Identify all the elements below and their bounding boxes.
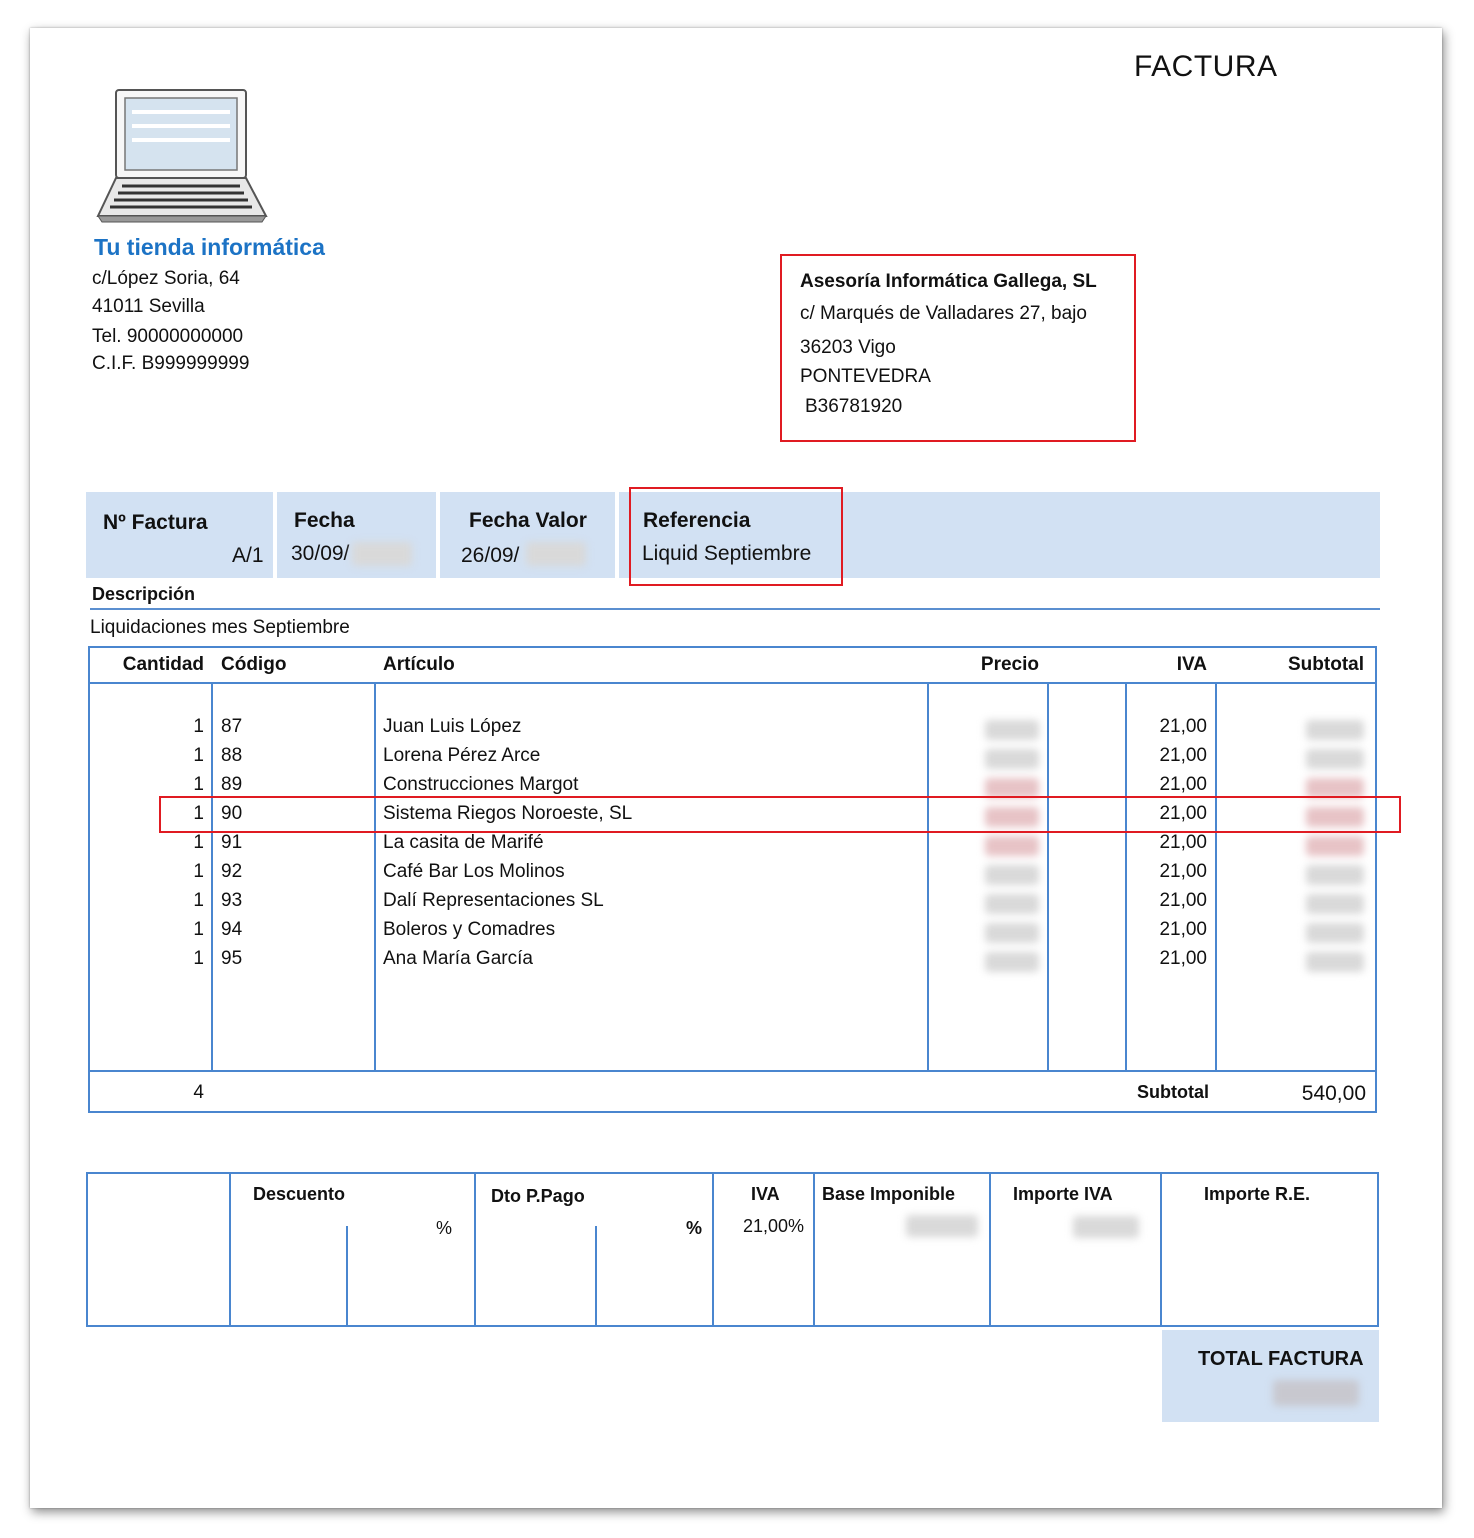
row-code: 95: [221, 948, 243, 969]
row-price-redacted: [985, 720, 1039, 740]
totals-subdivider: [595, 1226, 597, 1327]
client-address: c/ Marqués de Valladares 27, bajo: [800, 303, 1087, 324]
value-date: 26/09/: [461, 544, 520, 567]
discount-percent: %: [436, 1218, 453, 1238]
row-qty: 1: [193, 774, 204, 795]
row-code: 89: [221, 774, 243, 795]
shop-city: 41011 Sevilla: [92, 296, 205, 317]
totals-divider: [813, 1172, 815, 1327]
column-header-code: Código: [221, 654, 287, 675]
row-price-redacted: [985, 778, 1039, 798]
reference-highlight-box: [629, 487, 843, 586]
table-subtotal-label: Subtotal: [1137, 1082, 1209, 1102]
column-divider: [211, 682, 213, 1072]
row-qty: 1: [193, 832, 204, 853]
row-price-redacted: [985, 749, 1039, 769]
table-subtotal-value: 540,00: [1301, 1082, 1366, 1105]
band-divider: [273, 492, 277, 578]
row-subtotal-redacted: [1306, 923, 1364, 943]
shop-name: Tu tienda informática: [94, 234, 325, 260]
invoice-page: [30, 28, 1442, 1508]
row-code: 88: [221, 745, 243, 766]
row-price-redacted: [985, 923, 1039, 943]
iva-amount-redacted: [1073, 1216, 1139, 1238]
client-name: Asesoría Informática Gallega, SL: [800, 271, 1097, 292]
row-article: Juan Luis López: [383, 716, 522, 737]
value-date-label: Fecha Valor: [469, 509, 587, 532]
prompt-payment-percent: %: [686, 1218, 703, 1238]
discount-label: Descuento: [253, 1184, 346, 1204]
row-qty: 1: [193, 861, 204, 882]
iva-rate: 21,00%: [743, 1216, 805, 1236]
totals-subdivider: [346, 1226, 348, 1327]
date-label: Fecha: [294, 509, 355, 532]
laptop-logo-icon: [92, 86, 272, 226]
column-divider: [1125, 682, 1127, 1072]
row-code: 92: [221, 861, 243, 882]
row-article: Sistema Riegos Noroeste, SL: [383, 803, 633, 824]
row-article: Dalí Representaciones SL: [383, 890, 604, 911]
totals-divider: [474, 1172, 476, 1327]
equivalence-surcharge-label: Importe R.E.: [1204, 1184, 1311, 1204]
band-divider: [436, 492, 440, 578]
iva-amount-label: Importe IVA: [1013, 1184, 1113, 1204]
prompt-payment-discount-label: Dto P.Pago: [491, 1186, 585, 1206]
row-article: La casita de Marifé: [383, 832, 544, 853]
document-title: FACTURA: [1134, 50, 1278, 83]
row-qty: 1: [193, 803, 204, 824]
totals-divider: [1160, 1172, 1162, 1327]
row-code: 90: [221, 803, 243, 824]
row-qty: 1: [193, 716, 204, 737]
total-qty: 4: [193, 1082, 204, 1103]
reference-value: Liquid Septiembre: [642, 542, 812, 565]
total-invoice-label: TOTAL FACTURA: [1198, 1348, 1364, 1370]
row-subtotal-redacted: [1306, 778, 1364, 798]
client-province: PONTEVEDRA: [800, 366, 931, 387]
row-iva: 21,00: [1159, 774, 1207, 795]
row-price-redacted: [985, 952, 1039, 972]
table-header-divider: [88, 682, 1377, 684]
column-divider: [1047, 682, 1049, 1072]
row-article: Café Bar Los Molinos: [383, 861, 565, 882]
totals-divider: [712, 1172, 714, 1327]
column-divider: [1215, 682, 1217, 1072]
row-iva: 21,00: [1159, 803, 1207, 824]
band-divider: [615, 492, 619, 578]
invoice-number: A/1: [232, 544, 264, 567]
row-subtotal-redacted: [1306, 894, 1364, 914]
row-code: 94: [221, 919, 243, 940]
shop-address: c/López Soria, 64: [92, 268, 240, 289]
taxable-base-label: Base Imponible: [822, 1184, 956, 1204]
reference-label: Referencia: [643, 509, 751, 532]
row-highlight-box: [159, 796, 1401, 833]
row-iva: 21,00: [1159, 745, 1207, 766]
date-value: 30/09/: [291, 542, 350, 565]
shop-phone: Tel. 90000000000: [92, 326, 244, 347]
totals-divider: [989, 1172, 991, 1327]
row-iva: 21,00: [1159, 716, 1207, 737]
row-price-redacted: [985, 894, 1039, 914]
row-article: Lorena Pérez Arce: [383, 745, 541, 766]
row-price-redacted: [985, 865, 1039, 885]
column-header-qty: Cantidad: [122, 654, 204, 675]
row-subtotal-redacted: [1306, 952, 1364, 972]
row-qty: 1: [193, 948, 204, 969]
taxable-base-redacted: [906, 1215, 978, 1237]
iva-label: IVA: [751, 1184, 780, 1204]
column-divider: [374, 682, 376, 1072]
row-subtotal-redacted: [1306, 720, 1364, 740]
row-qty: 1: [193, 919, 204, 940]
shop-cif: C.I.F. B999999999: [92, 353, 250, 374]
row-iva: 21,00: [1159, 919, 1207, 940]
client-city: 36203 Vigo: [800, 337, 896, 358]
row-qty: 1: [193, 890, 204, 911]
totals-divider: [229, 1172, 231, 1327]
total-invoice-redacted: [1273, 1380, 1359, 1406]
row-code: 93: [221, 890, 243, 911]
column-header-article: Artículo: [383, 654, 455, 675]
row-iva: 21,00: [1159, 890, 1207, 911]
column-header-price: Precio: [980, 654, 1039, 675]
row-iva: 21,00: [1159, 861, 1207, 882]
row-price-redacted: [985, 836, 1039, 856]
column-header-subtotal: Subtotal: [1288, 654, 1364, 675]
column-divider: [927, 682, 929, 1072]
row-iva: 21,00: [1159, 948, 1207, 969]
row-code: 91: [221, 832, 243, 853]
row-subtotal-redacted: [1306, 865, 1364, 885]
description-text: Liquidaciones mes Septiembre: [90, 617, 350, 638]
invoice-number-label: Nº Factura: [103, 511, 208, 534]
row-code: 87: [221, 716, 243, 737]
row-article: Construcciones Margot: [383, 774, 579, 795]
row-article: Ana María García: [383, 948, 533, 969]
value-date-year-redacted: [526, 542, 586, 566]
description-divider: [90, 608, 1380, 610]
row-iva: 21,00: [1159, 832, 1207, 853]
client-cif: B36781920: [805, 396, 903, 417]
date-year-redacted: [352, 542, 412, 566]
row-subtotal-redacted: [1306, 749, 1364, 769]
row-article: Boleros y Comadres: [383, 919, 556, 940]
row-qty: 1: [193, 745, 204, 766]
row-subtotal-redacted: [1306, 836, 1364, 856]
table-footer-divider: [88, 1070, 1377, 1072]
description-label: Descripción: [92, 584, 196, 604]
column-header-iva: IVA: [1176, 654, 1207, 675]
total-invoice-box: [1162, 1330, 1379, 1422]
